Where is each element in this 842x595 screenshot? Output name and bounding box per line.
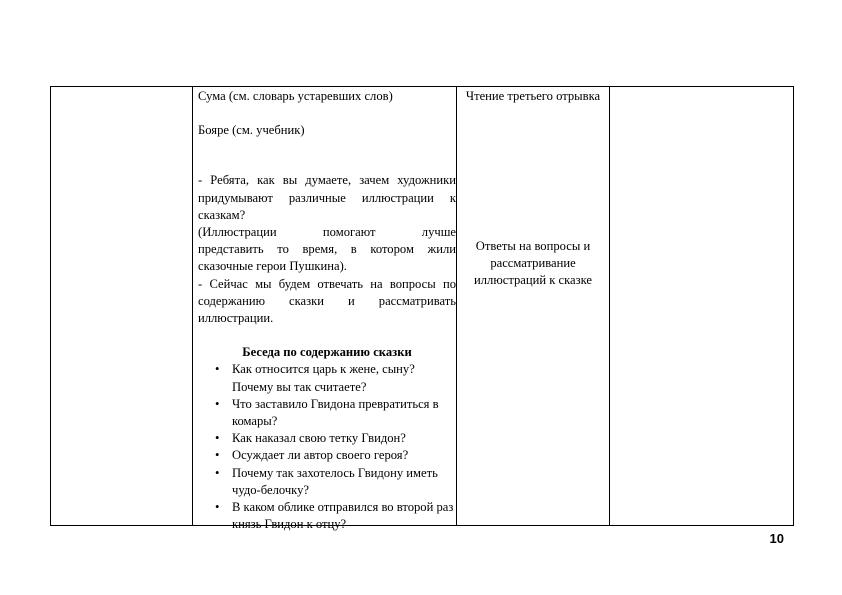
teacher-question-line: сказкам? bbox=[198, 207, 246, 222]
column-divider bbox=[192, 86, 193, 526]
vocabulary-word-suma: Сума (см. словарь устаревших слов) bbox=[198, 89, 393, 103]
list-item: • Что заставило Гвидона превратиться в комары? bbox=[232, 396, 456, 430]
section-heading: Беседа по содержанию сказки bbox=[242, 345, 412, 360]
expected-answer-line: (Иллюстрации помогают лучше bbox=[198, 225, 456, 240]
activity-answers: Ответы на вопросы и рассматривание иллюстраций к сказке bbox=[474, 239, 592, 288]
teacher-instruction-line: иллюстрации. bbox=[198, 311, 274, 326]
list-item: • В каком облике отправился во второй раз князь Гвидон к отцу? bbox=[232, 499, 456, 533]
page-number: 10 bbox=[769, 531, 784, 546]
column-divider bbox=[456, 86, 457, 526]
list-item: • Как относится царь к жене, сыну? Почему вы так считаете? bbox=[232, 361, 456, 395]
column-divider bbox=[609, 86, 610, 526]
expected-answer-line: сказочные герои Пушкина). bbox=[198, 259, 347, 274]
teacher-instruction-line: - Сейчас мы будем отвечать на вопросы по bbox=[198, 276, 456, 291]
activity-reading: Чтение третьего отрывка bbox=[465, 89, 601, 103]
list-item: • Как наказал свою тетку Гвидон? bbox=[232, 430, 456, 447]
lesson-content-cell bbox=[198, 88, 456, 533]
teacher-instruction-line: содержанию сказки и рассматривать bbox=[198, 293, 456, 308]
teacher-question-line: - Ребята, как вы думаете, зачем художники bbox=[198, 173, 456, 188]
list-item: • Почему так захотелось Гвидону иметь чудо-белочку? bbox=[232, 465, 456, 499]
list-item: • Осуждает ли автор своего героя? bbox=[232, 447, 456, 464]
teacher-question-line: придумывают различные иллюстрации к bbox=[198, 190, 456, 205]
expected-answer-line: представить то время, в котором жили bbox=[198, 242, 456, 257]
vocabulary-word-boyare: Бояре (см. учебник) bbox=[198, 123, 305, 138]
questions-list bbox=[198, 361, 456, 533]
